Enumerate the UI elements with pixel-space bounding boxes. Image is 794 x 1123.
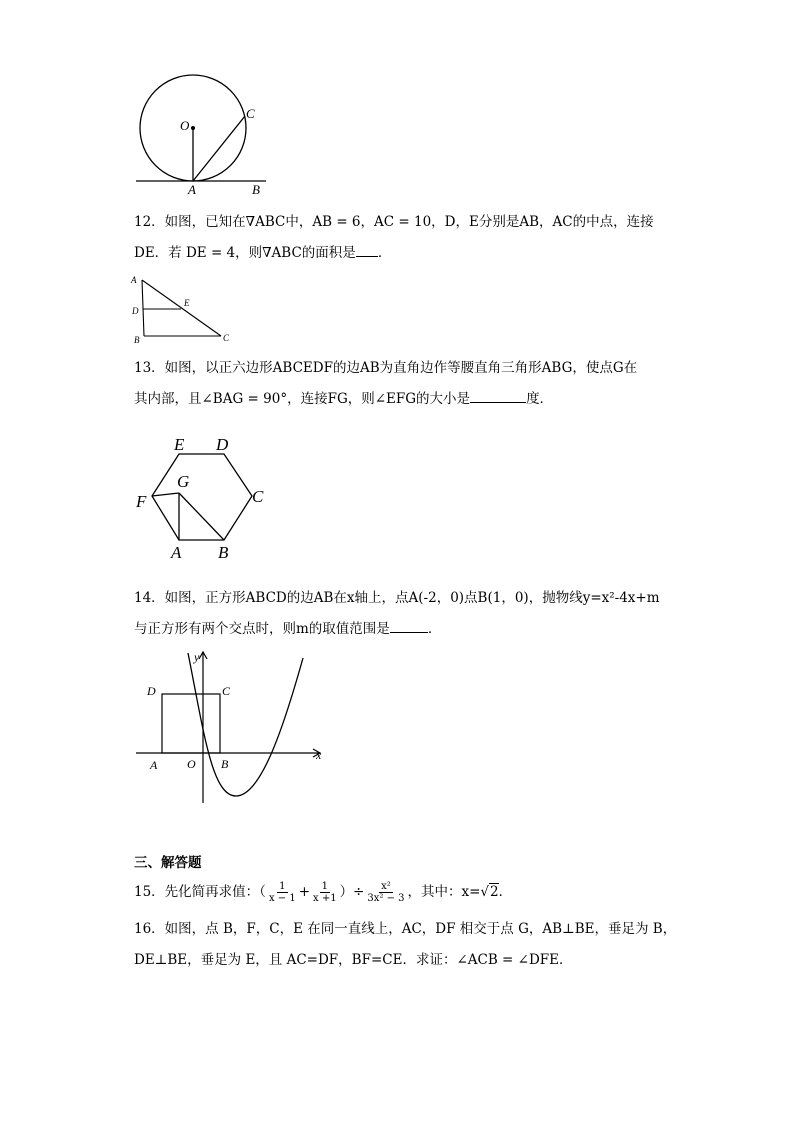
q16-line2: DE⊥BE，垂足为 E，且 AC=DF，BF=CE．求证：∠ACB = ∠DFE． <box>134 952 573 968</box>
label-e: E <box>174 435 185 454</box>
label-d: D <box>132 306 139 316</box>
label-c: C <box>252 487 264 506</box>
label-b: B <box>218 543 229 562</box>
label-c: C <box>222 684 231 698</box>
hexagon-abcdef <box>152 454 252 540</box>
label-f: F <box>136 492 147 511</box>
parabola-figure <box>132 648 332 808</box>
label-x: x <box>316 748 322 762</box>
q16-line1: 16．如图，点 B，F，C，E 在同一直线上，AC，DF 相交于点 G，AB⊥BE，垂足为 B， <box>134 921 677 937</box>
fraction-2: $\frac{1}{x +1}$ <box>313 881 337 904</box>
label-o: O <box>187 757 196 771</box>
q14-line1: 14．如图，正方形ABCD的边AB在x轴上，点A(-2，0)点B(1，0)，抛物线y=x²-4x+m <box>134 590 660 606</box>
section-heading: 三、解答题 <box>134 855 202 871</box>
chord-ac <box>193 116 245 181</box>
side-ab <box>142 280 144 336</box>
q12-line1: 12．如图，已知在∇ABC中，AB = 6，AC = 10，D，E分别是AB，AC的中点，连接 <box>134 214 654 230</box>
parabola-curve <box>188 653 303 796</box>
q13-line2: 其内部，且∠BAG = 90°，连接FG，则∠EFG的大小是 度． <box>134 391 554 407</box>
label-c: C <box>223 333 230 343</box>
circle-tangent-figure <box>132 72 282 197</box>
square-abcd <box>162 694 220 753</box>
label-c: C <box>246 106 255 121</box>
label-a: A <box>150 758 158 772</box>
sqrt-symbol: √ <box>480 884 490 900</box>
fraction-3: $\frac{\text{x²}}{\text{3x² − 3}}$ <box>367 881 405 904</box>
label-g: G <box>177 472 190 491</box>
label-o: O <box>180 118 190 133</box>
fraction-1: $\frac{1}{x - 1}$ <box>268 881 296 904</box>
label-d: D <box>147 684 156 698</box>
hexagon-figure <box>132 430 272 562</box>
center-point-o <box>191 126 195 130</box>
label-y: y <box>194 650 200 664</box>
segment-bg <box>179 493 224 540</box>
q13-answer-blank[interactable] <box>470 390 526 403</box>
label-e: E <box>184 298 190 308</box>
sqrt-value: 2 <box>490 884 499 900</box>
q14-line2: 与正方形有两个交点时，则m的取值范围是 ． <box>134 621 442 637</box>
label-a: A <box>131 275 137 285</box>
label-a: A <box>171 543 182 562</box>
q14-answer-blank[interactable] <box>390 620 428 633</box>
q12-answer-blank[interactable] <box>356 244 378 257</box>
segment-fg <box>152 493 179 496</box>
label-b: B <box>134 335 140 345</box>
side-ac <box>142 280 221 336</box>
label-d: D <box>216 435 229 454</box>
q12-line2: DE．若 DE = 4，则∇ABC的面积是 ． <box>134 245 392 261</box>
label-b: B <box>252 182 260 197</box>
label-b: B <box>221 757 229 771</box>
q15-line: 15．先化简再求值：（ $\frac{1}{x - 1}$ + $\frac{1}{x +1}$ ）÷ $\frac{\text{x²}}{\text{3x² − 3}}$ ，其中：x=√2． <box>134 881 513 904</box>
label-a: A <box>188 182 196 197</box>
q13-line1: 13．如图，以正六边形ABCEDF的边AB为直角边作等腰直角三角形ABG，使点G在 <box>134 360 638 376</box>
triangle-figure <box>128 272 240 346</box>
